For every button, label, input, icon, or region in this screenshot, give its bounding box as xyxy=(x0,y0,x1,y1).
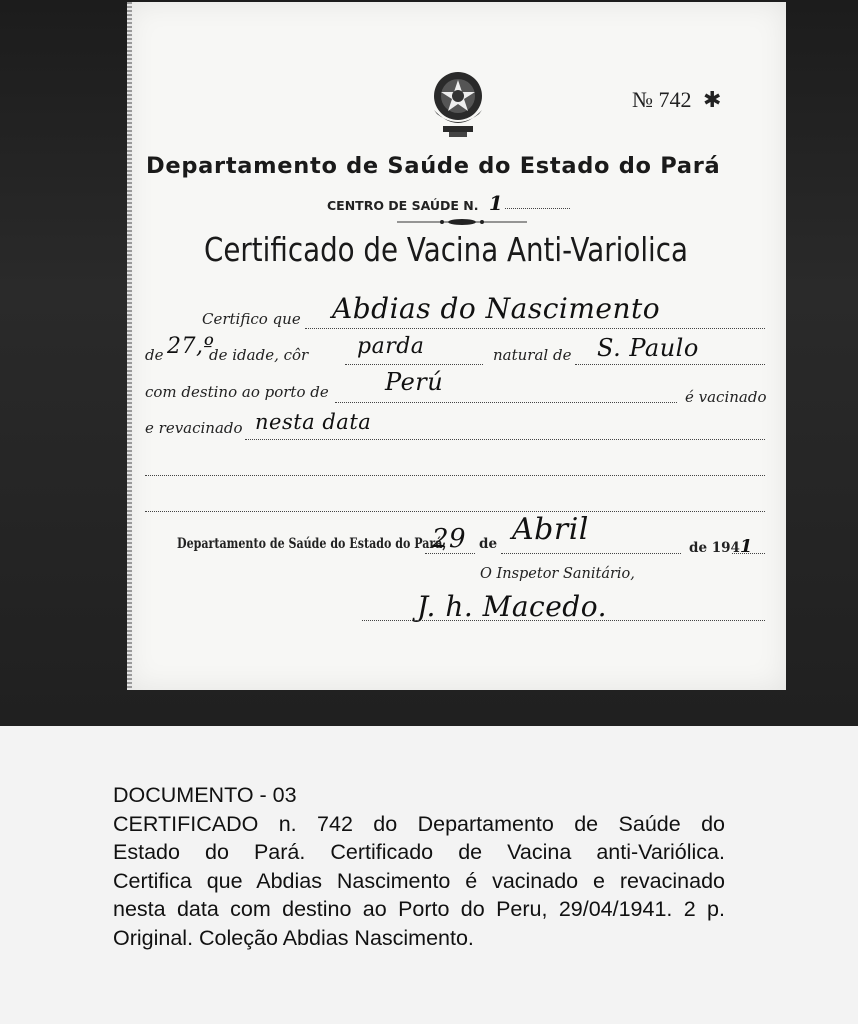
caption-line-2: CERTIFICADO n. 742 do Departamento de Saúde do xyxy=(113,811,725,836)
signature-dotline xyxy=(362,620,765,621)
name-dotline xyxy=(305,328,765,329)
cor-value: parda xyxy=(357,334,425,359)
centro-de-saude-line xyxy=(327,191,503,215)
location-label: Departamento de Saúde do Estado do Pará, xyxy=(177,536,447,552)
inspector-label: O Inspetor Sanitário, xyxy=(480,566,635,582)
certificate-number-mark: ✱ xyxy=(703,87,722,112)
cor-dotline xyxy=(345,364,483,365)
revacinado-label: e revacinado xyxy=(145,419,243,437)
blank-dotline-2 xyxy=(145,511,765,512)
day-value: 29 xyxy=(432,524,467,554)
caption-line-4: Certifica que Abdias Nascimento é vacinado e revacinado xyxy=(113,868,725,893)
natural-label: natural de xyxy=(493,346,572,364)
revacinado-dotline xyxy=(245,439,765,440)
year-dotline xyxy=(732,553,765,554)
document-caption xyxy=(113,781,725,952)
natural-dotline xyxy=(575,364,765,365)
destino-label: com destino ao porto de xyxy=(145,383,329,401)
year-prefix: de 194 xyxy=(689,540,740,556)
coat-of-arms-icon xyxy=(429,66,487,140)
paper-torn-edge xyxy=(127,2,132,690)
destino-value: Perú xyxy=(385,368,444,396)
signature: J. h. Macedo. xyxy=(417,590,607,623)
de-label-2: de xyxy=(479,536,498,552)
vacinado-label: é vacinado xyxy=(685,388,767,406)
certificate-paper xyxy=(127,2,786,690)
caption-line-6: Original. Coleção Abdias Nascimento. xyxy=(113,925,474,950)
month-value: Abril xyxy=(512,512,589,547)
caption-line-1: DOCUMENTO - 03 xyxy=(113,783,297,807)
centro-label: CENTRO DE SAÚDE N. xyxy=(327,198,479,213)
month-dotline xyxy=(501,553,681,554)
age-value: 27,º xyxy=(167,334,215,359)
centro-value: 1 xyxy=(488,191,504,215)
department-title: Departamento de Saúde do Estado do Pará xyxy=(146,153,721,179)
ornament-divider-icon xyxy=(397,217,527,227)
certificate-number xyxy=(632,87,721,113)
main-title: Certificado de Vacina Anti-Variolica xyxy=(204,230,688,269)
certificate-number-label: № 742 xyxy=(632,87,692,112)
certifico-label: Certifico que xyxy=(202,310,301,328)
year-suffix: 1 xyxy=(739,536,753,557)
destino-dotline xyxy=(335,402,677,403)
idade-cor-label: de idade, côr xyxy=(209,346,309,364)
caption-line-5: nesta data com destino ao Porto do Peru, 29/04/1941. 2 p. xyxy=(113,897,725,921)
blank-dotline-1 xyxy=(145,475,765,476)
name-value: Abdias do Nascimento xyxy=(332,292,661,325)
revacinado-value: nesta data xyxy=(255,410,372,434)
caption-line-3: Estado do Pará. Certificado de Vacina anti-Variólica. xyxy=(113,840,725,864)
centro-dotline xyxy=(505,208,570,209)
natural-value: S. Paulo xyxy=(597,334,699,362)
de-label: de xyxy=(145,346,164,364)
